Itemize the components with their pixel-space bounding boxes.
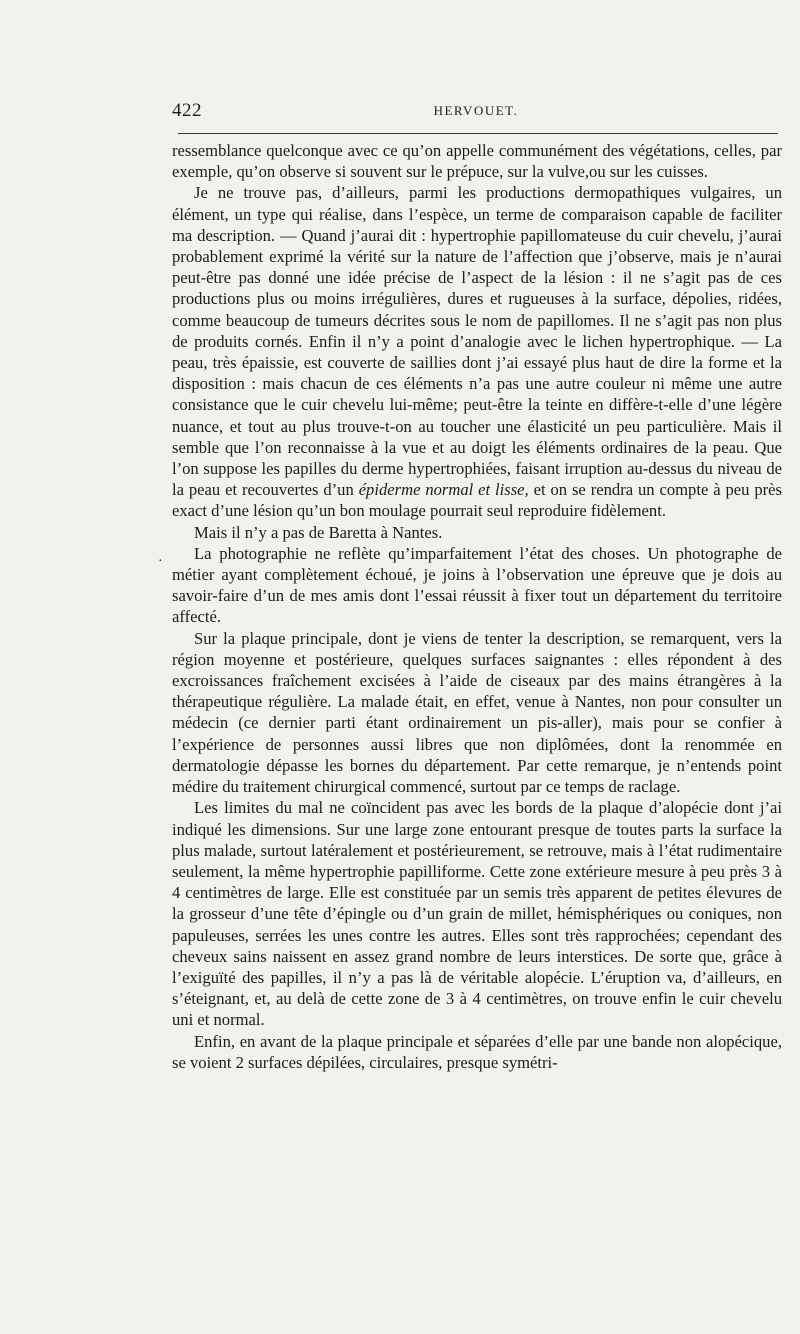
text-run: La photographie ne reflète qu’imparfaitement l’état des choses. Un photographe de métier ayant complètement échoué, je joins à l’observation une épreuve que je dois au savoir-faire d’un de mes amis dont l’essai réussit à fixer tout un département du territoire affecté.	[172, 543, 782, 627]
text-run: Je ne trouve pas, d’ailleurs, parmi les productions dermopathiques vulgaires, un élément, un type qui réalise, dans l’espèce, un terme de comparaison capable de faciliter ma description. — Quand j’aurai dit : hypertrophie papillomateuse du cuir chevelu, j’aurai probablement exprimé la vérité sur la nature de l’affection que j’observe, mais je n’aurai peut-être pas donné une idée précise de l’aspect de la lésion : il ne s’agit pas de ces productions plus ou moins irrégulières, dures et rugueuses à la surface, dépolies, ridées, comme beaucoup de tumeurs décrites sous le nom de papillomes. Il ne s’agit pas non plus de produits cornés. Enfin il n’y a point d’analogie avec le lichen hypertrophique. — La peau, très épaissie, est couverte de saillies dont j’ai essayé plus haut de dire la forme et la disposition : mais chacun de ces éléments n’a pas une autre couleur ni même une autre consistance que le cuir chevelu lui-même; peut-être la teinte en diffère-t-elle d’une légère nuance, et tout au plus trouve-t-on au toucher une élasticité un peu particulière. Mais il semble que l’on reconnaisse à la vue et au doigt les éléments ordinaires de la peau. Que l’on suppose les papilles du derme hypertrophiées, faisant irruption au-dessus du niveau de la peau et recouvertes d’un	[172, 183, 782, 500]
paragraph	[172, 140, 782, 182]
paragraph	[172, 182, 782, 521]
paragraph	[172, 628, 782, 798]
paragraph	[172, 522, 782, 543]
text-run: Enfin, en avant de la plaque principale et séparées d’elle par une bande non alopécique, se voient 2 surfaces dépilées, circulaires, presque symétri-	[172, 1031, 782, 1072]
text-run: Sur la plaque principale, dont je viens de tenter la description, se remarquent, vers la région moyenne et postérieure, quelques surfaces saignantes : elles répondent à des excroissances fraîchement excisées à l’aide de ciseaux par des mains étrangères à la thérapeutique régulière. La malade était, en effet, venue à Nantes, non pour consulter un médecin (ce dernier parti étant ordinairement un pis-aller), mais pour se confier à l’expérience de personnes aussi libres que non diplômées, dont la renommée en dermatologie dépasse les bornes du département. Par cette remarque, je n’entends point médire du traitement chirurgical commencé, surtout par ce temps de raclage.	[172, 628, 782, 797]
text-run: ressemblance quelconque avec ce qu’on appelle communément des végétations, celles, par exemple, qu’on observe si souvent sur le prépuce, sur la vulve,ou sur les cuisses.	[172, 141, 782, 182]
margin-mark: ·	[158, 554, 163, 569]
text-run: Les limites du mal ne coïncident pas avec les bords de la plaque d’alopécie dont j’ai indiqué les dimensions. Sur une large zone entourant presque de toutes parts la surface la plus malade, surtout latéralement et postérieurement, se retrouve, mais à l’état rudimentaire seulement, la même hypertrophie papilliforme. Cette zone extérieure mesure à peu près 3 à 4 centimètres de large. Elle est constituée par un semis très apparent de petites élevures de la grosseur d’une tête d’épingle ou d’un grain de millet, hémisphériques ou coniques, non papuleuses, serrées les unes contre les autres. Elles sont très rapprochées; cependant des cheveux sains naissent en assez grand nombre de leurs interstices. De sorte que, grâce à l’exiguïté des papilles, il n’y a pas là de véritable alopécie. L’éruption va, d’ailleurs, en s’éteignant, et, au delà de cette zone de 3 à 4 centimètres, on trouve enfin le cuir chevelu uni et normal.	[172, 798, 782, 1030]
paragraph	[172, 1031, 782, 1073]
text-run: Mais il n’y a pas de Baretta à Nantes.	[194, 522, 443, 542]
page-number: 422	[172, 100, 202, 121]
paragraph	[172, 797, 782, 1030]
body-text	[172, 140, 782, 1073]
paragraph	[172, 543, 782, 628]
running-title: HERVOUET.	[433, 103, 519, 118]
page-header	[172, 100, 780, 124]
italic-phrase: épiderme normal et lisse,	[358, 480, 529, 500]
header-rule	[178, 133, 778, 134]
text-run: et on se rendra un compte à peu près exact d’une lésion qu’un bon moulage pourrait seul reproduire fidèlement.	[172, 480, 782, 521]
